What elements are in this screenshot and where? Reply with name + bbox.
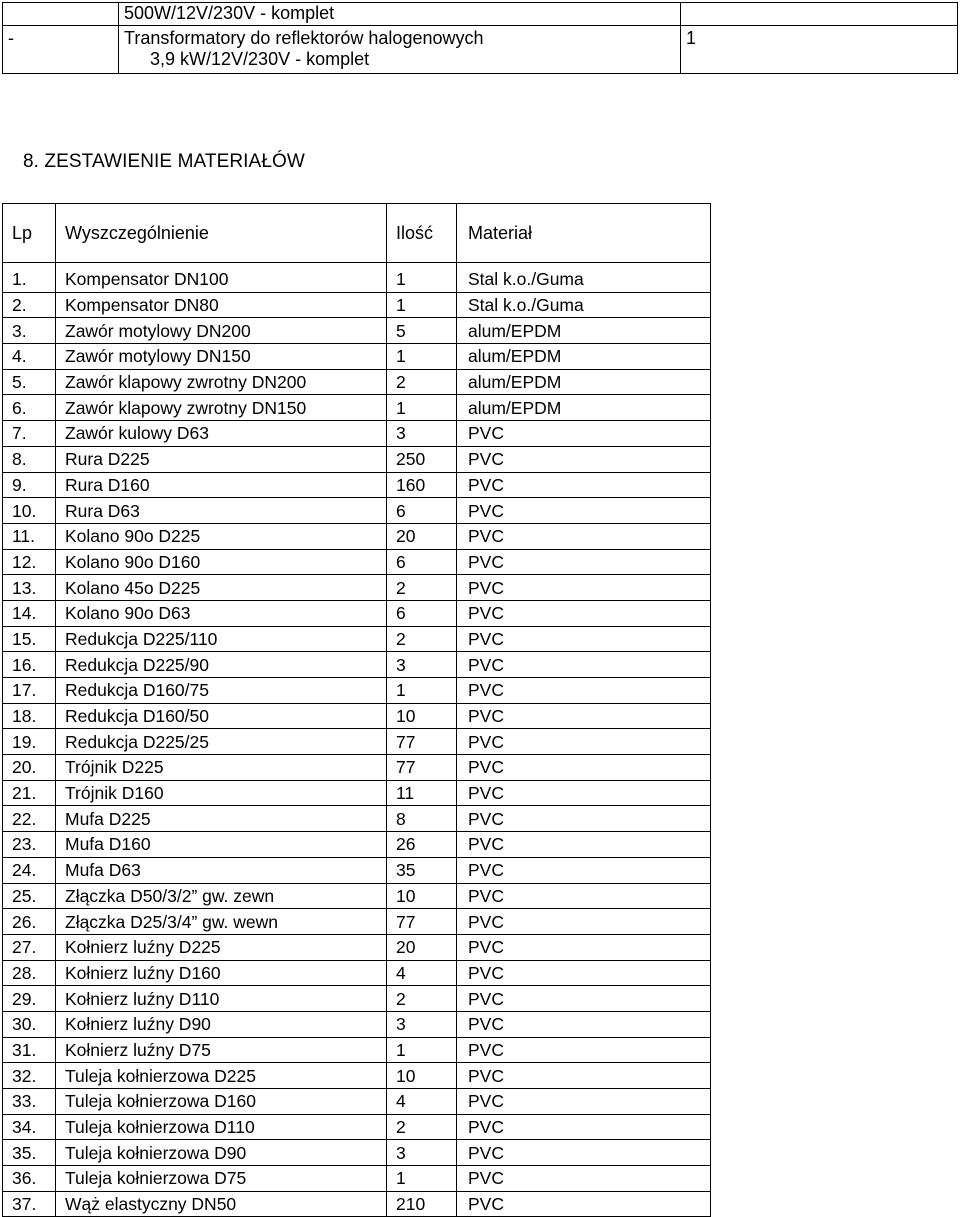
top-qty-cell [681,3,958,26]
table-row [3,421,711,447]
row-material: PVC [457,1089,711,1115]
row-material: PVC [457,498,711,524]
row-name: Tuleja kołnierzowa D75 [56,1166,387,1192]
row-qty: 3 [387,652,457,678]
table-row [3,883,711,909]
row-lp: 27. [3,934,56,960]
row-material: alum/EPDM [457,344,711,370]
row-lp: 4. [3,344,56,370]
top-desc-line2: 3,9 kW/12V/230V - komplet [150,49,370,69]
row-lp: 12. [3,549,56,575]
row-lp: 5. [3,369,56,395]
row-qty: 10 [387,703,457,729]
row-qty: 2 [387,369,457,395]
row-lp: 16. [3,652,56,678]
table-row [3,1063,711,1089]
header-row [3,204,711,263]
row-qty: 77 [387,729,457,755]
row-name: Tuleja kołnierzowa D110 [56,1114,387,1140]
materials-table [2,203,711,1217]
table-row [3,1089,711,1115]
row-name: Kołnierz luźny D90 [56,1011,387,1037]
row-lp: 6. [3,395,56,421]
table-row [3,446,711,472]
row-lp: 34. [3,1114,56,1140]
table-row [3,678,711,704]
row-material: PVC [457,626,711,652]
row-name: Wąż elastyczny DN50 [56,1191,387,1217]
row-name: Tuleja kołnierzowa D90 [56,1140,387,1166]
row-name: Kołnierz luźny D160 [56,960,387,986]
row-material: PVC [457,780,711,806]
top-lp-cell [3,3,119,26]
row-qty: 3 [387,421,457,447]
row-lp: 8. [3,446,56,472]
row-lp: 21. [3,780,56,806]
table-row [3,549,711,575]
row-lp: 9. [3,472,56,498]
header-lp: Lp [3,204,56,263]
row-material: Stal k.o./Guma [457,263,711,293]
row-name: Zawór klapowy zwrotny DN150 [56,395,387,421]
row-name: Trójnik D225 [56,755,387,781]
row-qty: 160 [387,472,457,498]
row-qty: 6 [387,549,457,575]
row-lp: 37. [3,1191,56,1217]
row-qty: 1 [387,678,457,704]
row-qty: 1 [387,1037,457,1063]
top-lp-cell: - [3,26,119,74]
table-row [3,318,711,344]
row-lp: 32. [3,1063,56,1089]
row-material: PVC [457,1037,711,1063]
row-qty: 26 [387,832,457,858]
row-material: PVC [457,755,711,781]
row-material: PVC [457,1114,711,1140]
table-row [3,986,711,1012]
table-row [3,1191,711,1217]
row-name: Kołnierz luźny D75 [56,1037,387,1063]
row-lp: 26. [3,909,56,935]
row-lp: 33. [3,1089,56,1115]
table-row [3,1011,711,1037]
row-qty: 20 [387,523,457,549]
table-row [3,472,711,498]
row-lp: 15. [3,626,56,652]
row-qty: 77 [387,755,457,781]
row-name: Kompensator DN80 [56,292,387,318]
row-name: Trójnik D160 [56,780,387,806]
row-name: Zawór klapowy zwrotny DN200 [56,369,387,395]
row-material: Stal k.o./Guma [457,292,711,318]
row-qty: 11 [387,780,457,806]
row-lp: 18. [3,703,56,729]
row-name: Redukcja D225/90 [56,652,387,678]
row-name: Rura D160 [56,472,387,498]
row-name: Kołnierz luźny D225 [56,934,387,960]
row-material: PVC [457,421,711,447]
row-lp: 30. [3,1011,56,1037]
row-qty: 77 [387,909,457,935]
row-qty: 6 [387,498,457,524]
row-lp: 22. [3,806,56,832]
row-lp: 25. [3,883,56,909]
top-desc-line1: Transformatory do reflektorów halogenowych [124,28,484,48]
row-qty: 3 [387,1011,457,1037]
row-qty: 10 [387,1063,457,1089]
row-name: Redukcja D225/110 [56,626,387,652]
row-material: PVC [457,703,711,729]
table-row [3,344,711,370]
row-material: PVC [457,1063,711,1089]
row-name: Zawór motylowy DN200 [56,318,387,344]
row-name: Kołnierz luźny D110 [56,986,387,1012]
table-row [3,806,711,832]
row-material: PVC [457,1140,711,1166]
row-material: PVC [457,446,711,472]
top-desc-cell: 500W/12V/230V - komplet [119,3,681,26]
table-row [3,960,711,986]
row-material: PVC [457,909,711,935]
row-name: Rura D225 [56,446,387,472]
row-material: PVC [457,857,711,883]
row-name: Tuleja kołnierzowa D160 [56,1089,387,1115]
table-row [3,1166,711,1192]
row-material: alum/EPDM [457,369,711,395]
row-lp: 23. [3,832,56,858]
table-row [3,857,711,883]
row-material: PVC [457,549,711,575]
row-name: Zawór kulowy D63 [56,421,387,447]
row-qty: 210 [387,1191,457,1217]
table-row [3,600,711,626]
row-lp: 7. [3,421,56,447]
table-row [3,1037,711,1063]
row-material: PVC [457,806,711,832]
row-material: PVC [457,472,711,498]
row-name: Mufa D63 [56,857,387,883]
row-qty: 1 [387,263,457,293]
row-material: PVC [457,678,711,704]
row-name: Kompensator DN100 [56,263,387,293]
row-name: Kolano 45o D225 [56,575,387,601]
row-material: alum/EPDM [457,318,711,344]
row-lp: 2. [3,292,56,318]
row-qty: 2 [387,626,457,652]
section-title: 8. ZESTAWIENIE MATERIAŁÓW [23,151,305,172]
table-row [3,652,711,678]
table-row [3,934,711,960]
row-name: Tuleja kołnierzowa D225 [56,1063,387,1089]
row-qty: 250 [387,446,457,472]
row-material: PVC [457,575,711,601]
row-name: Redukcja D225/25 [56,729,387,755]
table-row [3,369,711,395]
row-lp: 13. [3,575,56,601]
row-material: PVC [457,1191,711,1217]
row-qty: 5 [387,318,457,344]
table-row [3,780,711,806]
table-row [3,755,711,781]
row-lp: 10. [3,498,56,524]
table-row [3,3,958,26]
row-lp: 3. [3,318,56,344]
row-material: PVC [457,934,711,960]
row-lp: 31. [3,1037,56,1063]
row-lp: 20. [3,755,56,781]
row-material: PVC [457,729,711,755]
row-qty: 1 [387,344,457,370]
row-material: PVC [457,883,711,909]
row-name: Złączka D25/3/4” gw. wewn [56,909,387,935]
row-lp: 35. [3,1140,56,1166]
row-name: Kolano 90o D160 [56,549,387,575]
row-qty: 1 [387,395,457,421]
header-material: Materiał [457,204,711,263]
table-row [3,626,711,652]
previous-items-table [2,2,958,74]
row-name: Rura D63 [56,498,387,524]
row-material: PVC [457,832,711,858]
header-name: Wyszczególnienie [56,204,387,263]
row-name: Mufa D225 [56,806,387,832]
row-lp: 36. [3,1166,56,1192]
row-qty: 10 [387,883,457,909]
row-qty: 1 [387,292,457,318]
row-qty: 1 [387,1166,457,1192]
table-row [3,729,711,755]
table-row [3,292,711,318]
row-material: PVC [457,1166,711,1192]
row-lp: 17. [3,678,56,704]
row-material: PVC [457,986,711,1012]
row-material: PVC [457,1011,711,1037]
top-qty-cell: 1 [681,26,958,74]
row-qty: 8 [387,806,457,832]
row-lp: 24. [3,857,56,883]
row-qty: 35 [387,857,457,883]
row-name: Zawór motylowy DN150 [56,344,387,370]
table-row [3,263,711,293]
row-qty: 4 [387,960,457,986]
row-name: Złączka D50/3/2” gw. zewn [56,883,387,909]
table-row [3,703,711,729]
row-qty: 2 [387,575,457,601]
row-material: PVC [457,600,711,626]
row-lp: 14. [3,600,56,626]
row-name: Kolano 90o D63 [56,600,387,626]
row-name: Mufa D160 [56,832,387,858]
row-lp: 28. [3,960,56,986]
row-lp: 19. [3,729,56,755]
row-qty: 20 [387,934,457,960]
table-row [3,575,711,601]
header-qty: Ilość [387,204,457,263]
row-lp: 1. [3,263,56,293]
table-row [3,523,711,549]
row-material: PVC [457,523,711,549]
row-material: alum/EPDM [457,395,711,421]
row-qty: 4 [387,1089,457,1115]
table-row [3,395,711,421]
top-desc-cell [119,26,681,74]
row-qty: 6 [387,600,457,626]
table-row [3,909,711,935]
row-qty: 2 [387,1114,457,1140]
table-row [3,498,711,524]
row-name: Redukcja D160/75 [56,678,387,704]
row-lp: 11. [3,523,56,549]
row-lp: 29. [3,986,56,1012]
row-qty: 3 [387,1140,457,1166]
row-name: Kolano 90o D225 [56,523,387,549]
row-qty: 2 [387,986,457,1012]
table-row [3,26,958,74]
row-material: PVC [457,652,711,678]
table-row [3,832,711,858]
row-name: Redukcja D160/50 [56,703,387,729]
table-row [3,1114,711,1140]
table-row [3,1140,711,1166]
row-material: PVC [457,960,711,986]
